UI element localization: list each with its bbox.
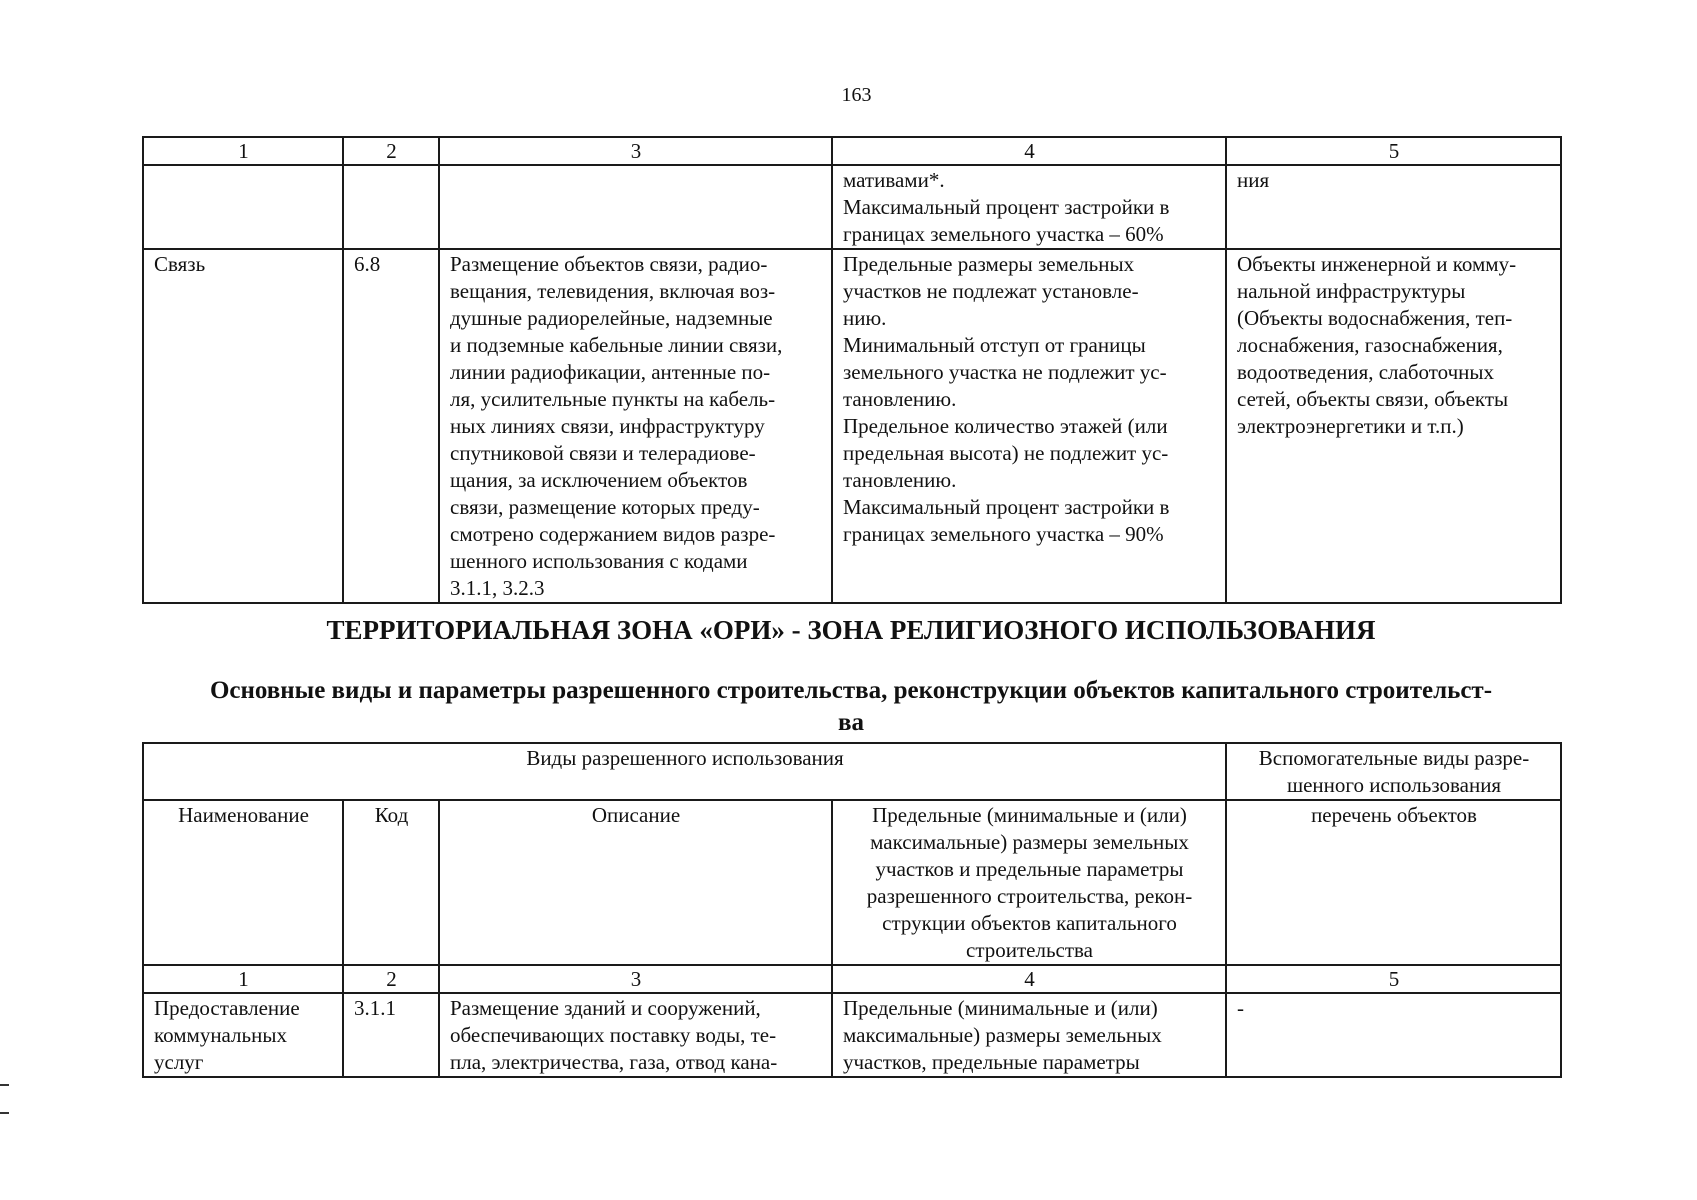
cell-name: Предоставление коммунальных услуг (143, 993, 343, 1077)
cell-parameters: мативами*. Максимальный процент застройки в границах земельного участка – 60% (832, 165, 1226, 249)
table-row (143, 249, 1561, 603)
cell-name: Связь (143, 249, 343, 603)
table-row (143, 165, 1561, 249)
column-number-1: 1 (143, 965, 343, 993)
cell-code: 3.1.1 (343, 993, 439, 1077)
column-number-5: 5 (1226, 137, 1561, 165)
header-description: Описание (439, 800, 832, 965)
column-number-2: 2 (343, 965, 439, 993)
column-number-5: 5 (1226, 965, 1561, 993)
column-number-3: 3 (439, 965, 832, 993)
column-number-row (143, 965, 1561, 993)
column-number-row (143, 137, 1561, 165)
cell-auxiliary: ния (1226, 165, 1561, 249)
group-header-main-uses: Виды разрешенного использования (143, 743, 1226, 800)
cell-code: 6.8 (343, 249, 439, 603)
permitted-use-table (142, 742, 1562, 1078)
cell-parameters: Предельные размеры земельных участков не подлежат установле- нию. Минимальный отступ от границы земельного участка не подлежит ус- тановлению. Предельное количество этажей (или предельная высота) не подлежит ус- тановлению. Максимальный процент застройки в границах земельного участка – 90% (832, 249, 1226, 603)
header-code: Код (343, 800, 439, 965)
cell-code (343, 165, 439, 249)
header-name: Наименование (143, 800, 343, 965)
continuation-table (142, 136, 1562, 604)
page-number: 163 (841, 84, 872, 106)
cell-parameters: Предельные (минимальные и (или) максимальные) размеры земельных участков, предельные параметры (832, 993, 1226, 1077)
column-number-3: 3 (439, 137, 832, 165)
cell-description: Размещение объектов связи, радио- вещания, телевидения, включая воз- душные радиорелейные, надземные и подземные кабельные линии связи, линии радиофикации, антенные по- ля, усилительные пункты на кабель- ных линиях связи, инфраструктуру спутниковой связи и телерадиове- щания, за исключением объектов связи, размещение которых преду- смотрено содержанием видов разре- шенного использования с кодами 3.1.1, 3.2.3 (439, 249, 832, 603)
cell-description: Размещение зданий и сооружений, обеспечивающих поставку воды, те- пла, электричества, газа, отвод кана- (439, 993, 832, 1077)
column-number-1: 1 (143, 137, 343, 165)
header-auxiliary: перечень объектов (1226, 800, 1561, 965)
column-header-row (143, 800, 1561, 965)
zone-subtitle: Основные виды и параметры разрешенного строительства, реконструкции объектов капитального строительст- ва (209, 677, 1493, 736)
margin-tick (0, 1084, 9, 1086)
column-number-2: 2 (343, 137, 439, 165)
header-parameters: Предельные (минимальные и (или) максимальные) размеры земельных участков и предельные параметры разрешенного строительства, рекон- струкции объектов капитального строительства (832, 800, 1226, 965)
zone-title: ТЕРРИТОРИАЛЬНАЯ ЗОНА «ОРИ» - ЗОНА РЕЛИГИОЗНОГО ИСПОЛЬЗОВАНИЯ (326, 615, 1376, 645)
margin-tick (0, 1112, 9, 1114)
cell-description (439, 165, 832, 249)
cell-auxiliary: Объекты инженерной и комму- нальной инфраструктуры (Объекты водоснабжения, теп- лоснабжения, газоснабжения, водоотведения, слаботочных сетей, объекты связи, объекты электроэнергетики и т.п.) (1226, 249, 1561, 603)
group-header-row (143, 743, 1561, 800)
cell-auxiliary: - (1226, 993, 1561, 1077)
column-number-4: 4 (832, 137, 1226, 165)
group-header-auxiliary-uses: Вспомогательные виды разре- шенного использования (1226, 743, 1561, 800)
cell-name (143, 165, 343, 249)
table-row (143, 993, 1561, 1077)
column-number-4: 4 (832, 965, 1226, 993)
